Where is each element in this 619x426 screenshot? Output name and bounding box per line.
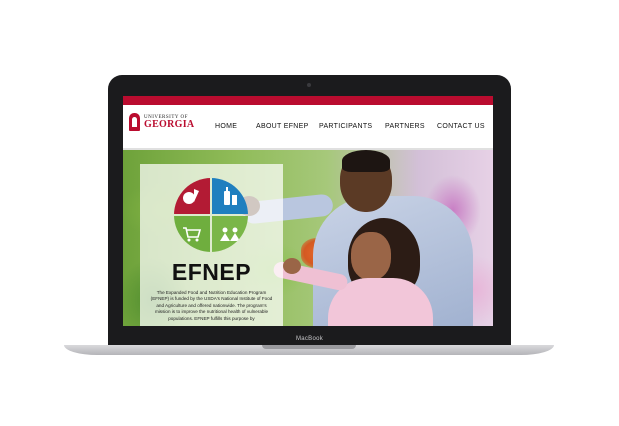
efnep-title: EFNEP (171, 259, 252, 285)
apple-carrot-icon (174, 178, 210, 214)
arch-icon (129, 113, 140, 131)
hero-image (123, 150, 493, 326)
nav-contact-us[interactable]: CONTACT US (437, 123, 485, 130)
nav-home[interactable]: HOME (215, 123, 238, 130)
efnep-logo-circle (174, 178, 248, 252)
efnep-info-panel (140, 164, 283, 326)
site-header (123, 105, 493, 148)
man-hair (342, 150, 390, 172)
nav-about-efnep[interactable]: ABOUT EFNEP (256, 123, 309, 130)
efnep-description: The Expanded Food and Nutrition Education Program (EFNEP) is funded by the USDA's National Institute of Food and Agriculture and offered nationwide. The program's mission is to improve the nutritional health of vulnerable populations. EFNEP fulfills this purpose by (150, 290, 273, 321)
people-icon (212, 216, 248, 252)
laptop-notch (262, 345, 356, 349)
uga-logo[interactable] (129, 113, 194, 131)
logo-big-text: GEORGIA (144, 118, 195, 130)
nav-participants[interactable]: PARTICIPANTS (319, 123, 373, 130)
girl-hand (283, 258, 301, 274)
macbook-label: MacBook (295, 336, 324, 342)
logo-small-text: UNIVERSITY OF (144, 114, 188, 120)
nav-partners[interactable]: PARTNERS (385, 123, 425, 130)
top-red-bar (123, 96, 493, 105)
shopping-cart-icon (174, 216, 210, 252)
laptop-screen (123, 96, 493, 326)
girl-face (351, 232, 391, 280)
bottle-icon (212, 178, 248, 214)
camera-icon (307, 83, 311, 87)
